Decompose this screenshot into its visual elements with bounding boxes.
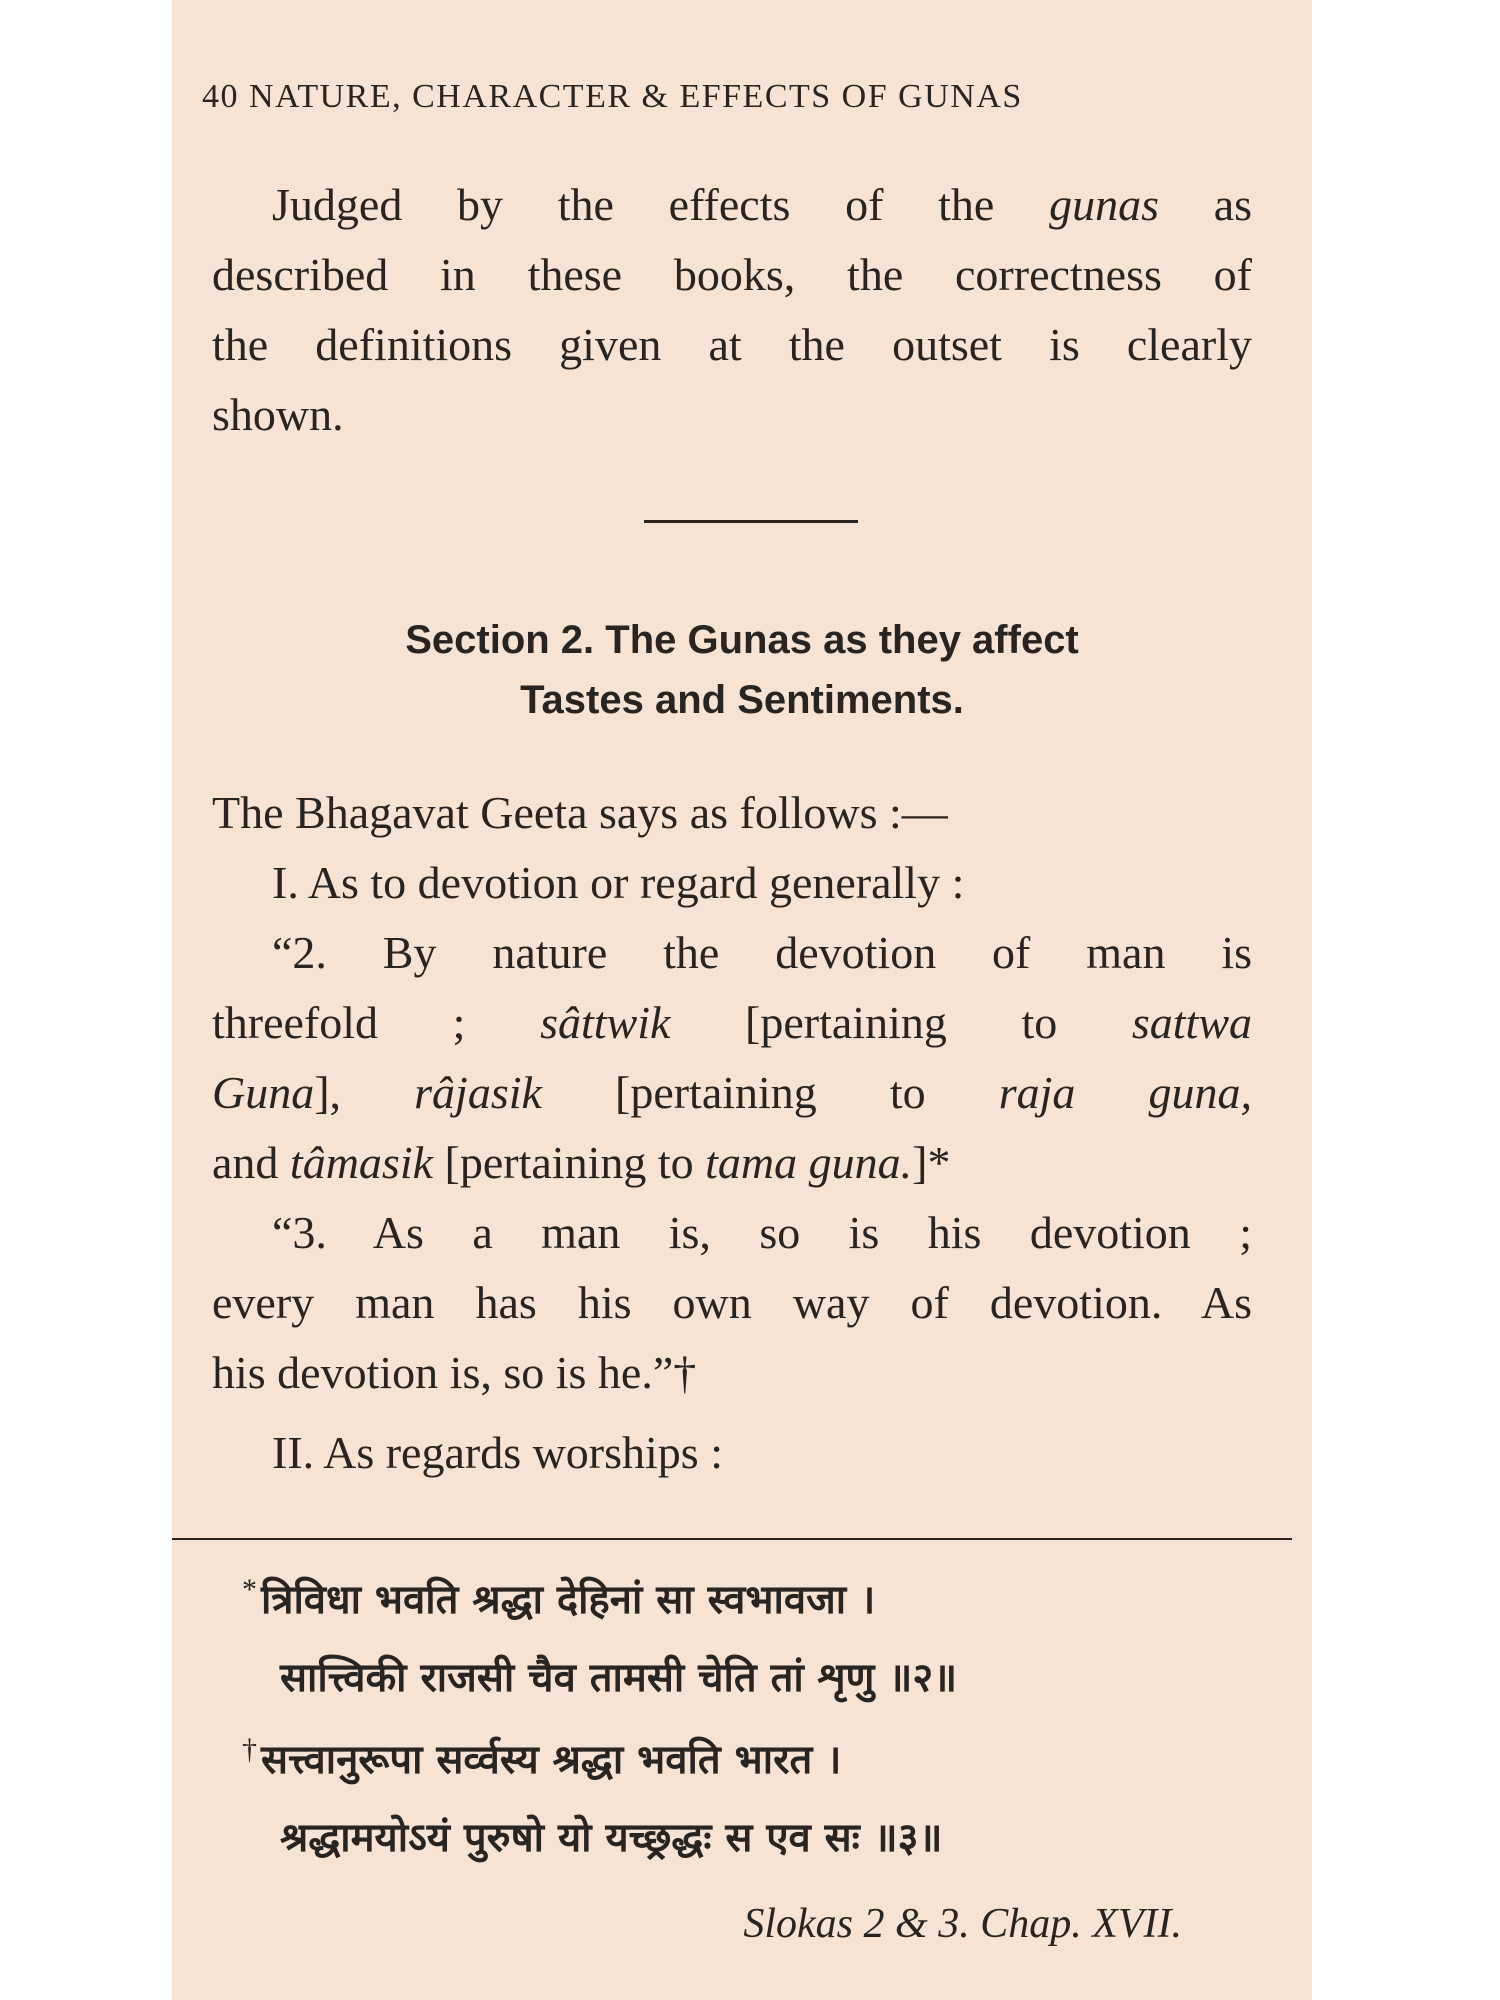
body-line: his devotion is, so is he.”† <box>212 1347 697 1398</box>
running-title: NATURE, CHARACTER & EFFECTS OF GUNAS <box>249 78 1023 115</box>
footnote-rule <box>172 1538 1292 1540</box>
body-line: and tâmasik [pertaining to tama guna.]* <box>212 1137 951 1188</box>
footnote-line: श्रद्धामयोऽयं पुरुषो यो यच्छ्रद्धः स एव सः ॥३॥ <box>280 1815 943 1861</box>
footnote-mark: * <box>242 1572 257 1606</box>
body-line: Guna], râjasik [pertaining to raja guna, <box>212 1067 1253 1118</box>
book-page <box>172 0 1312 2000</box>
footnote-line: * त्रिविधा भवति श्रद्धा देहिनां सा स्वभावजा । <box>242 1572 876 1623</box>
running-header <box>202 78 1023 116</box>
paragraph-line: described in these books, the correctness of <box>212 249 1252 300</box>
body-line: every man has his own way of devotion. As <box>212 1277 1252 1328</box>
citation: Slokas 2 & 3. Chap. XVII. <box>743 1901 1182 1947</box>
body-line: I. As to devotion or regard generally : <box>272 857 965 908</box>
page-number: 40 <box>202 78 239 115</box>
paragraph-line: shown. <box>212 389 344 440</box>
body-line: “3. As a man is, so is his devotion ; <box>272 1207 1252 1258</box>
section-divider <box>644 520 858 523</box>
body-line: “2. By nature the devotion of man is <box>272 927 1252 978</box>
footnote-mark: † <box>242 1732 257 1766</box>
footnote-line: सात्त्विकी राजसी चैव तामसी चेति तां शृणु ॥२॥ <box>280 1655 958 1701</box>
section-heading: Section 2. The Gunas as they affect <box>405 618 1079 662</box>
paragraph-line: Judged by the effects of the gunas as <box>272 179 1253 230</box>
body-line: threefold ; sâttwik [pertaining to sattwa <box>212 997 1253 1048</box>
body-line: The Bhagavat Geeta says as follows :— <box>212 787 948 838</box>
body-line: II. As regards worships : <box>272 1427 723 1478</box>
paragraph-line: the definitions given at the outset is clearly <box>212 319 1252 370</box>
footnote-line: † सत्त्वानुरूपा सर्व्वस्य श्रद्धा भवति भारत । <box>242 1732 842 1783</box>
section-subheading: Tastes and Sentiments. <box>520 678 964 722</box>
